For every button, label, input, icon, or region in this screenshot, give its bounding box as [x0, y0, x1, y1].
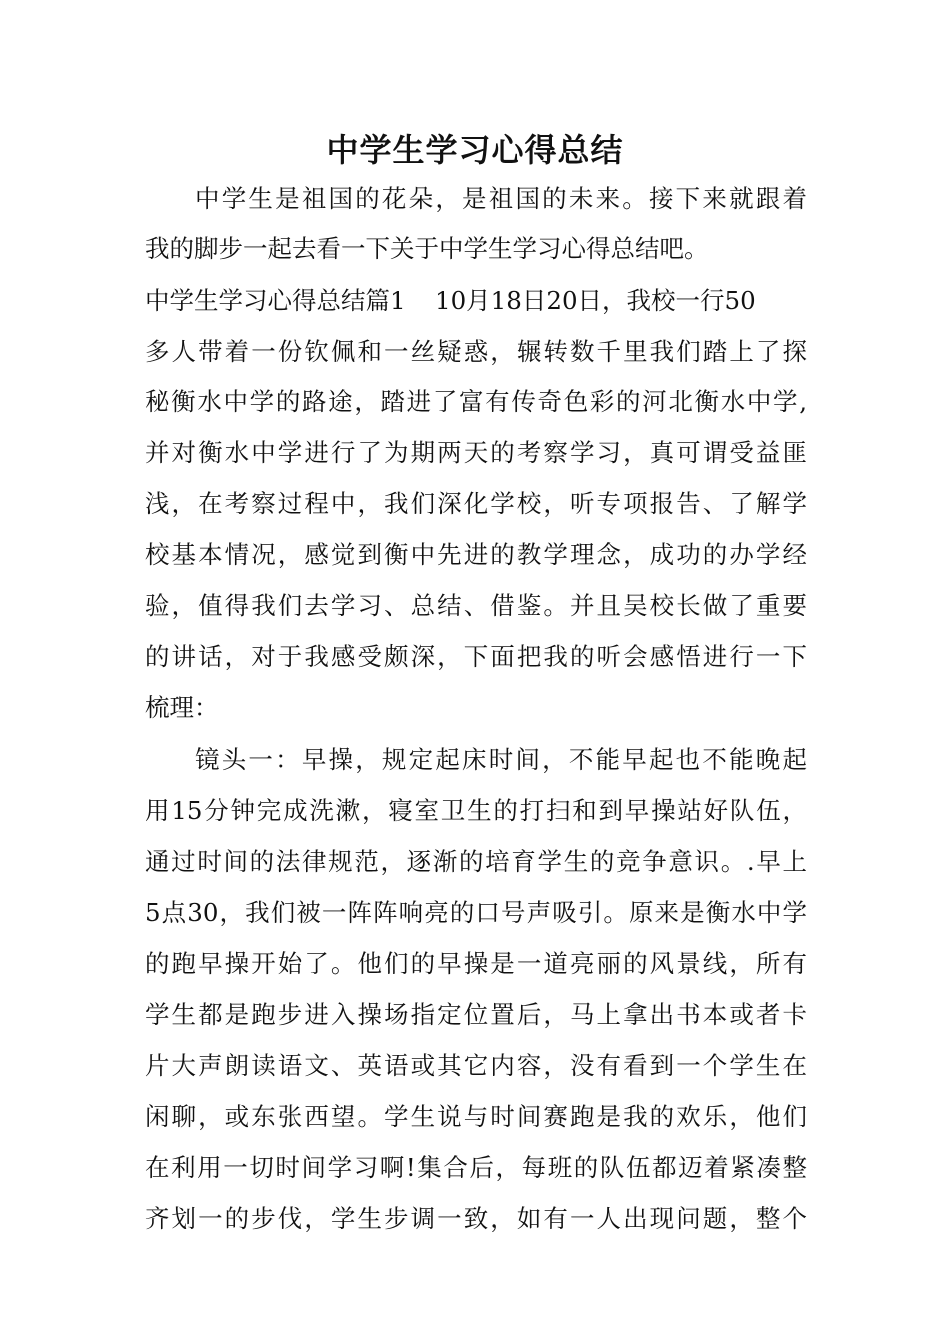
- section-heading: 中学生学习心得总结篇1: [145, 286, 406, 315]
- paragraph-line: 浅，在考察过程中，我们深化学校，听专项报告、了解学: [145, 489, 807, 518]
- paragraph-line: 并对衡水中学进行了为期两天的考察学习，真可谓受益匪: [145, 438, 807, 467]
- paragraph-line: 中学生是祖国的花朵，是祖国的未来。接下来就跟着: [195, 184, 807, 213]
- paragraph-line: 验，值得我们去学习、总结、借鉴。并且吴校长做了重要: [145, 591, 807, 620]
- paragraph-line: 的跑早操开始了。他们的早操是一道亮丽的风景线，所有: [145, 949, 807, 978]
- paragraph-line: 梳理：: [145, 693, 219, 722]
- paragraph-line: 多人带着一份钦佩和一丝疑惑，辗转数千里我们踏上了探: [145, 337, 807, 366]
- paragraph-line: 在利用一切时间学习啊!集合后，每班的队伍都迈着紧凑整: [145, 1153, 807, 1182]
- paragraph-line: 校基本情况，感觉到衡中先进的教学理念，成功的办学经: [145, 540, 807, 569]
- paragraph-text: 10月18日20日，我校一行50: [435, 286, 756, 315]
- paragraph-line: 5点30，我们被一阵阵响亮的口号声吸引。原来是衡水中学: [145, 898, 807, 927]
- paragraph-line: 齐划一的步伐，学生步调一致，如有一人出现问题，整个: [145, 1204, 807, 1233]
- paragraph-line: 学生都是跑步进入操场指定位置后，马上拿出书本或者卡: [145, 1000, 807, 1029]
- paragraph-line: 片大声朗读语文、英语或其它内容，没有看到一个学生在: [145, 1051, 807, 1080]
- paragraph-line: 用15分钟完成洗漱，寝室卫生的打扫和到早操站好队伍，: [145, 796, 807, 825]
- paragraph-line: 闲聊，或东张西望。学生说与时间赛跑是我的欢乐，他们: [145, 1102, 807, 1131]
- paragraph-line: 镜头一：早操，规定起床时间，不能早起也不能晚起: [195, 745, 807, 774]
- paragraph-line: 通过时间的法律规范，逐渐的培育学生的竞争意识。.早上: [145, 847, 807, 876]
- paragraph-line: 秘衡水中学的路途，踏进了富有传奇色彩的河北衡水中学,: [145, 387, 807, 416]
- paragraph-line: 我的脚步一起去看一下关于中学生学习心得总结吧。: [145, 234, 709, 263]
- paragraph-line: 的讲话，对于我感受颇深，下面把我的听会感悟进行一下: [145, 642, 807, 671]
- section-line: [145, 284, 807, 318]
- document-title: 中学生学习心得总结: [326, 131, 624, 169]
